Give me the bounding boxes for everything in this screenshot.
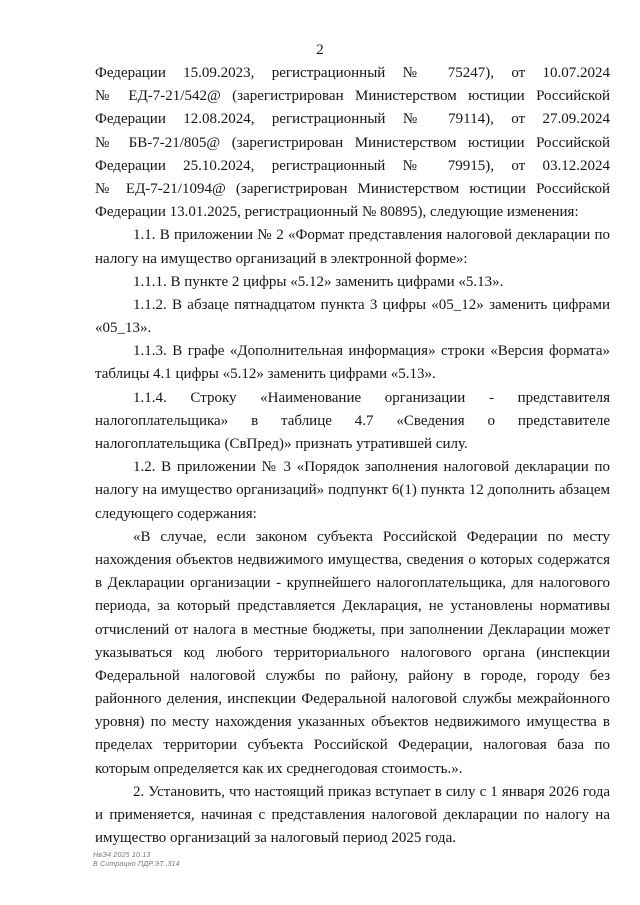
text-line: налогоплательщика (СвПред)» признать утратившей силу. <box>95 436 468 452</box>
text-line: указываться код любого территориального налогового органа (инспекции <box>95 644 610 661</box>
text-line: «05_13». <box>95 320 152 337</box>
text-line: и применяется, начиная с представления налоговой декларации по налогу на <box>95 807 610 823</box>
text-line: 1.1.2. В абзаце пятнадцатом пункта 3 цифры «05_12» заменить цифрами <box>133 296 610 313</box>
text-line: в Декларации организации - крупнейшего налогоплательщика, для налогового <box>95 575 610 592</box>
text-line: № БВ-7-21/805@ (зарегистрирован Министерством юстиции Российской <box>95 134 610 151</box>
text-line: отчислений от налога в местные бюджеты, при заполнении Декларации может <box>95 621 610 638</box>
document-body <box>95 62 610 850</box>
text-line: следующего содержания: <box>95 505 257 522</box>
text-line: районного деления, инспекции Федеральной налоговой службы межрайонного <box>95 691 610 708</box>
text-line: 1.1.1. В пункте 2 цифры «5.12» заменить цифрами «5.13». <box>133 273 504 290</box>
text-line: пределах территории субъекта Российской Федерации, налоговая база по <box>95 737 610 754</box>
text-line: 1.1. В приложении № 2 «Формат представления налоговой декларации по <box>133 227 610 244</box>
footer-line-2: В Ситрацно ПДР.ЭТ..314 <box>93 861 180 868</box>
text-line: которым определяется как их среднегодовая стоимость.». <box>95 760 463 777</box>
text-line: Федерации 25.10.2024, регистрационный № 79915), от 03.12.2024 <box>95 157 610 174</box>
text-line: налогу на имущество организаций в электронной форме»: <box>95 250 468 267</box>
text-line: 1.1.4. Строку «Наименование организации - представителя <box>133 389 610 406</box>
text-line: Федерации 12.08.2024, регистрационный № 79114), от 27.09.2024 <box>95 111 610 128</box>
text-line: таблицы 4.1 цифры «5.12» заменить цифрами «5.13». <box>95 366 436 383</box>
text-line: Федерации 15.09.2023, регистрационный № 75247), от 10.07.2024 <box>95 65 610 81</box>
document-footer-stamp <box>93 851 180 869</box>
text-line: Федерации 13.01.2025, регистрационный № 80895), следующие изменения: <box>95 204 579 221</box>
text-line: «В случае, если законом субъекта Российской Федерации по месту <box>133 528 610 545</box>
text-line: 1.1.3. В графе «Дополнительная информация» строки «Версия формата» <box>133 343 610 360</box>
text-line: Федеральной налоговой службы по району, району в городе, городу без <box>95 667 610 684</box>
text-line: налогоплательщика» в таблице 4.7 «Сведения о представителе <box>95 412 610 429</box>
text-line: периода, за который представляется Декларация, не установлены нормативы <box>95 598 610 615</box>
text-line: имущество организаций за налоговый период 2025 года. <box>95 830 456 847</box>
text-line: 1.2. В приложении № 3 «Порядок заполнения налоговой декларации по <box>133 459 610 476</box>
text-line: налогу на имущество организаций» подпункт 6(1) пункта 12 дополнить абзацем <box>95 482 610 499</box>
text-line: № ЕД-7-21/1094@ (зарегистрирован Министерством юстиции Российской <box>95 180 610 197</box>
text-line: 2. Установить, что настоящий приказ вступает в силу с 1 января 2026 года <box>133 783 610 800</box>
page-number: 2 <box>316 42 324 58</box>
text-line: № ЕД-7-21/542@ (зарегистрирован Министерством юстиции Российской <box>95 88 610 105</box>
footer-line-1: НвЭ4 2025 10.13 <box>93 852 151 859</box>
text-line: нахождения объектов недвижимого имущества, сведения о которых содержатся <box>95 551 610 568</box>
text-line: уровня) по месту нахождения указанных объектов недвижимого имущества в <box>95 714 610 731</box>
